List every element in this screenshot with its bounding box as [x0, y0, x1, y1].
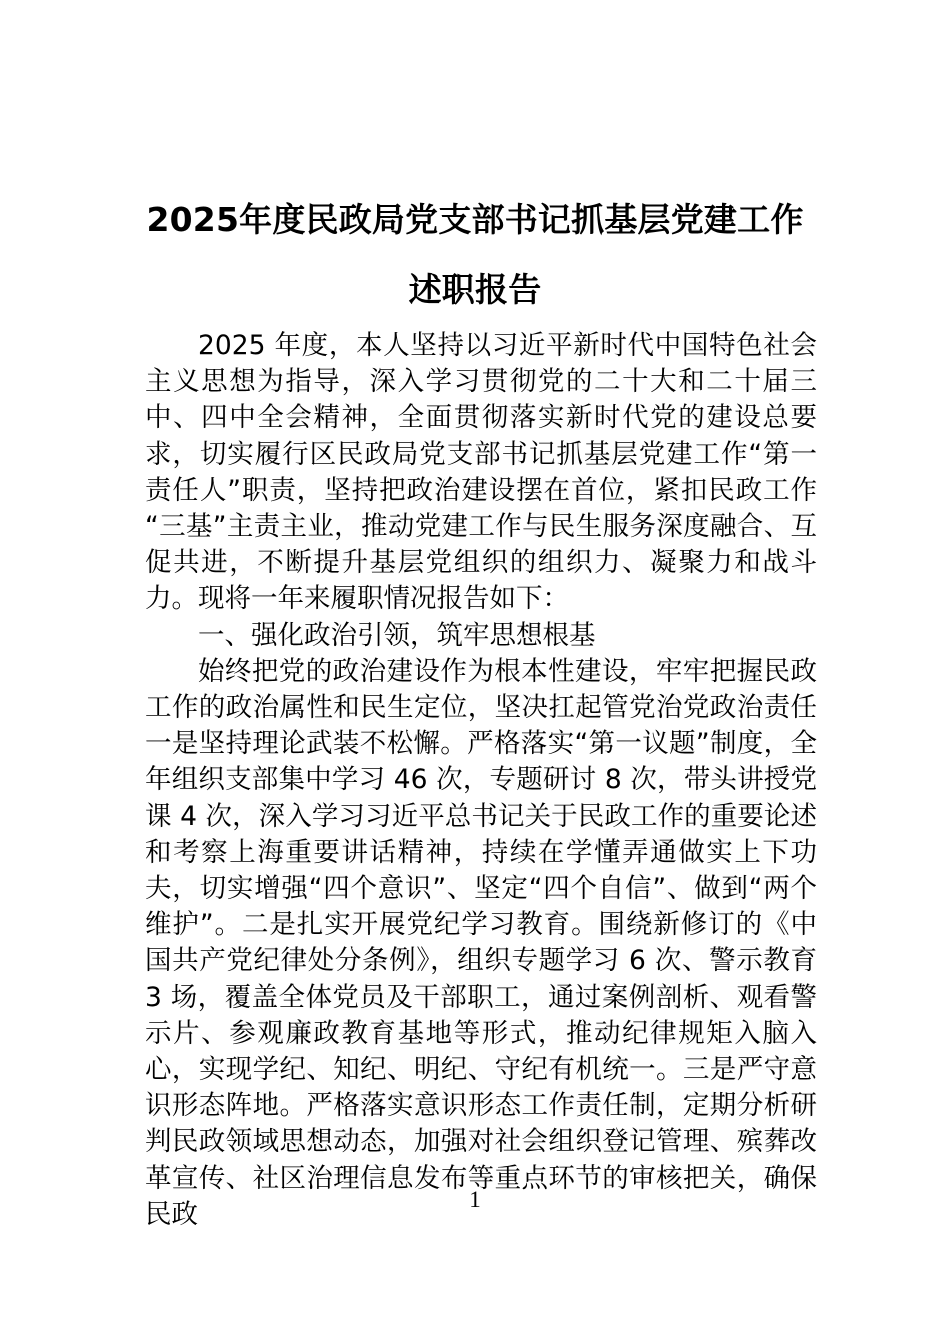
page-number: 1 [469, 1187, 481, 1212]
document-body [145, 328, 817, 1233]
page-title: 2025年度民政局党支部书记抓基层党建工作述职报告 [146, 200, 804, 310]
paragraph-intro: 2025 年度，本人坚持以习近平新时代中国特色社会主义思想为指导，深入学习贯彻党的二十大和二十届三中、四中全会精神，全面贯彻落实新时代党的建设总要求，切实履行区民政局党支部书记抓基层党建工作“第一责任人”职责，坚持把政治建设摆在首位，紧扣民政工作“三基”主责主业，推动党建工作与民生服务深度融合、互促共进，不断提升基层党组织的组织力、凝聚力和战斗力。现将一年来履职情况报告如下： [145, 330, 817, 615]
paragraph-section-1-body: 始终把党的政治建设作为根本性建设，牢牢把握民政工作的政治属性和民生定位，坚决扛起管党治党政治责任一是坚持理论武装不松懈。严格落实“第一议题”制度，全年组织支部集中学习 46 次，专题研讨 8 次，带头讲授党课 4 次，深入学习习近平总书记关于民政工作的重要论述和考察上海重要讲话精神，持续在学懂弄通做实上下功夫，切实增强“四个意识”、坚定“四个自信”、做到“两个维护”。二是扎实开展党纪学习教育。围绕新修订的《中国共产党纪律处分条例》，组织专题学习 6 次、警示教育 3 场，覆盖全体党员及干部职工，通过案例剖析、观看警示片、参观廉政教育基地等形式，推动纪律规矩入脑入心，实现学纪、知纪、明纪、守纪有机统一。三是严守意识形态阵地。严格落实意识形态工作责任制，定期分析研判民政领域思想动态，加强对社会组织登记管理、殡葬改革宣传、社区治理信息发布等重点环节的审核把关，确保民政 [145, 655, 817, 1230]
section-heading-1: 一、强化政治引领，筑牢思想根基 [198, 619, 596, 651]
